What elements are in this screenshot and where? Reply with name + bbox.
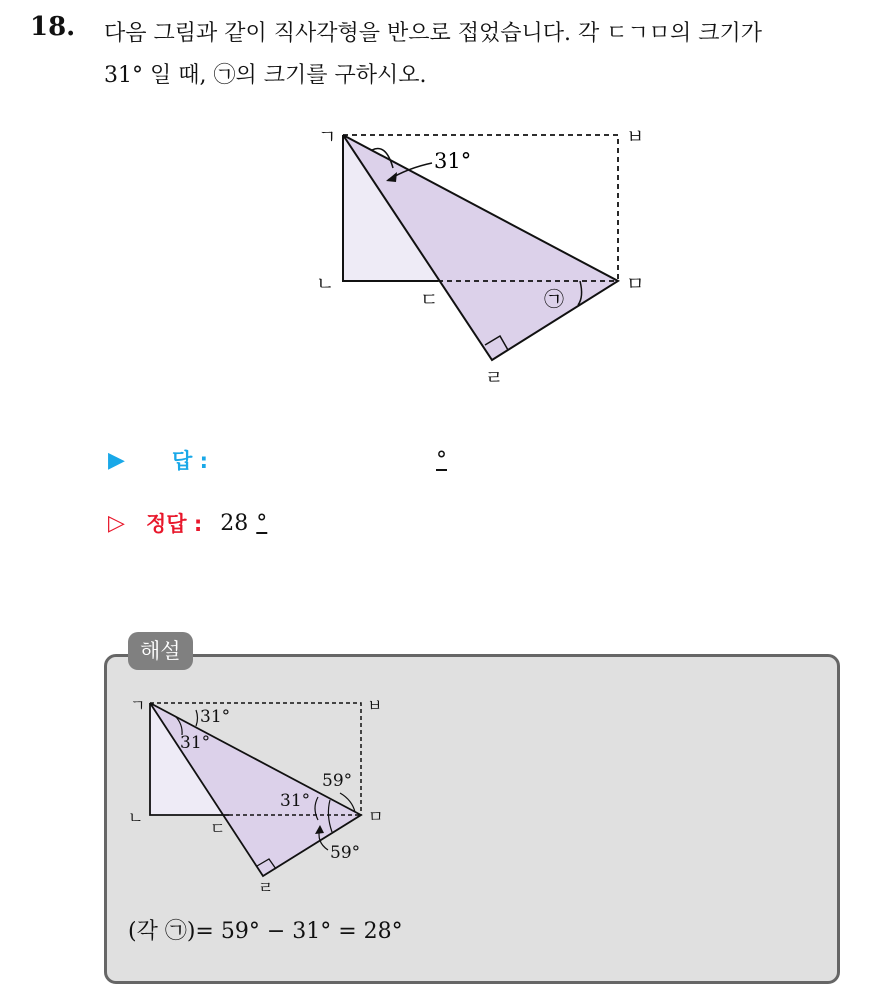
answer-label: 답 : [172,449,208,473]
vertex-r: ㄹ [485,367,504,389]
exp-vertex-m: ㅁ [368,807,384,826]
answer-unit: ° [436,447,447,473]
exp-angle-59-lower: 59° [330,843,361,863]
exp-vertex-g: ㄱ [130,696,146,715]
question-line-2: 31° 일 때, ㉠의 크기를 구하시오. [104,63,427,88]
correct-unit: ° [256,510,268,536]
exp-angle-top: 31° [200,707,231,727]
vertex-b: ㅂ [626,126,645,148]
correct-value: 28 [220,510,249,536]
explanation-tag: 해설 [128,632,193,670]
correct-marker-icon: ▷ [108,510,125,536]
exp-angle-mid: 31° [180,733,211,753]
exp-arc-top [196,710,198,726]
question-number: 18. [30,12,76,42]
vertex-g: ㄱ [318,126,337,148]
exp-angle-59-upper: 59° [322,771,353,791]
unknown-angle-label: ㉠ [544,287,564,311]
exp-vertex-r: ㄹ [258,878,274,897]
answer-marker-icon: ▶ [108,447,125,473]
exp-angle-31-m: 31° [280,791,311,811]
vertex-n: ㄴ [316,273,335,295]
question-line-1: 다음 그림과 같이 직사각형을 반으로 접었습니다. 각 ㄷㄱㅁ의 크기가 [104,21,762,46]
vertex-d: ㄷ [420,289,439,311]
explanation-formula: (각 ㉠)= 59° − 31° = 28° [128,919,403,944]
exp-vertex-b: ㅂ [367,696,383,715]
correct-label: 정답 : [146,512,203,536]
angle-31-label: 31° [434,149,472,173]
exp-vertex-d: ㄷ [210,819,226,838]
exp-vertex-n: ㄴ [128,808,144,827]
vertex-m: ㅁ [626,273,645,295]
